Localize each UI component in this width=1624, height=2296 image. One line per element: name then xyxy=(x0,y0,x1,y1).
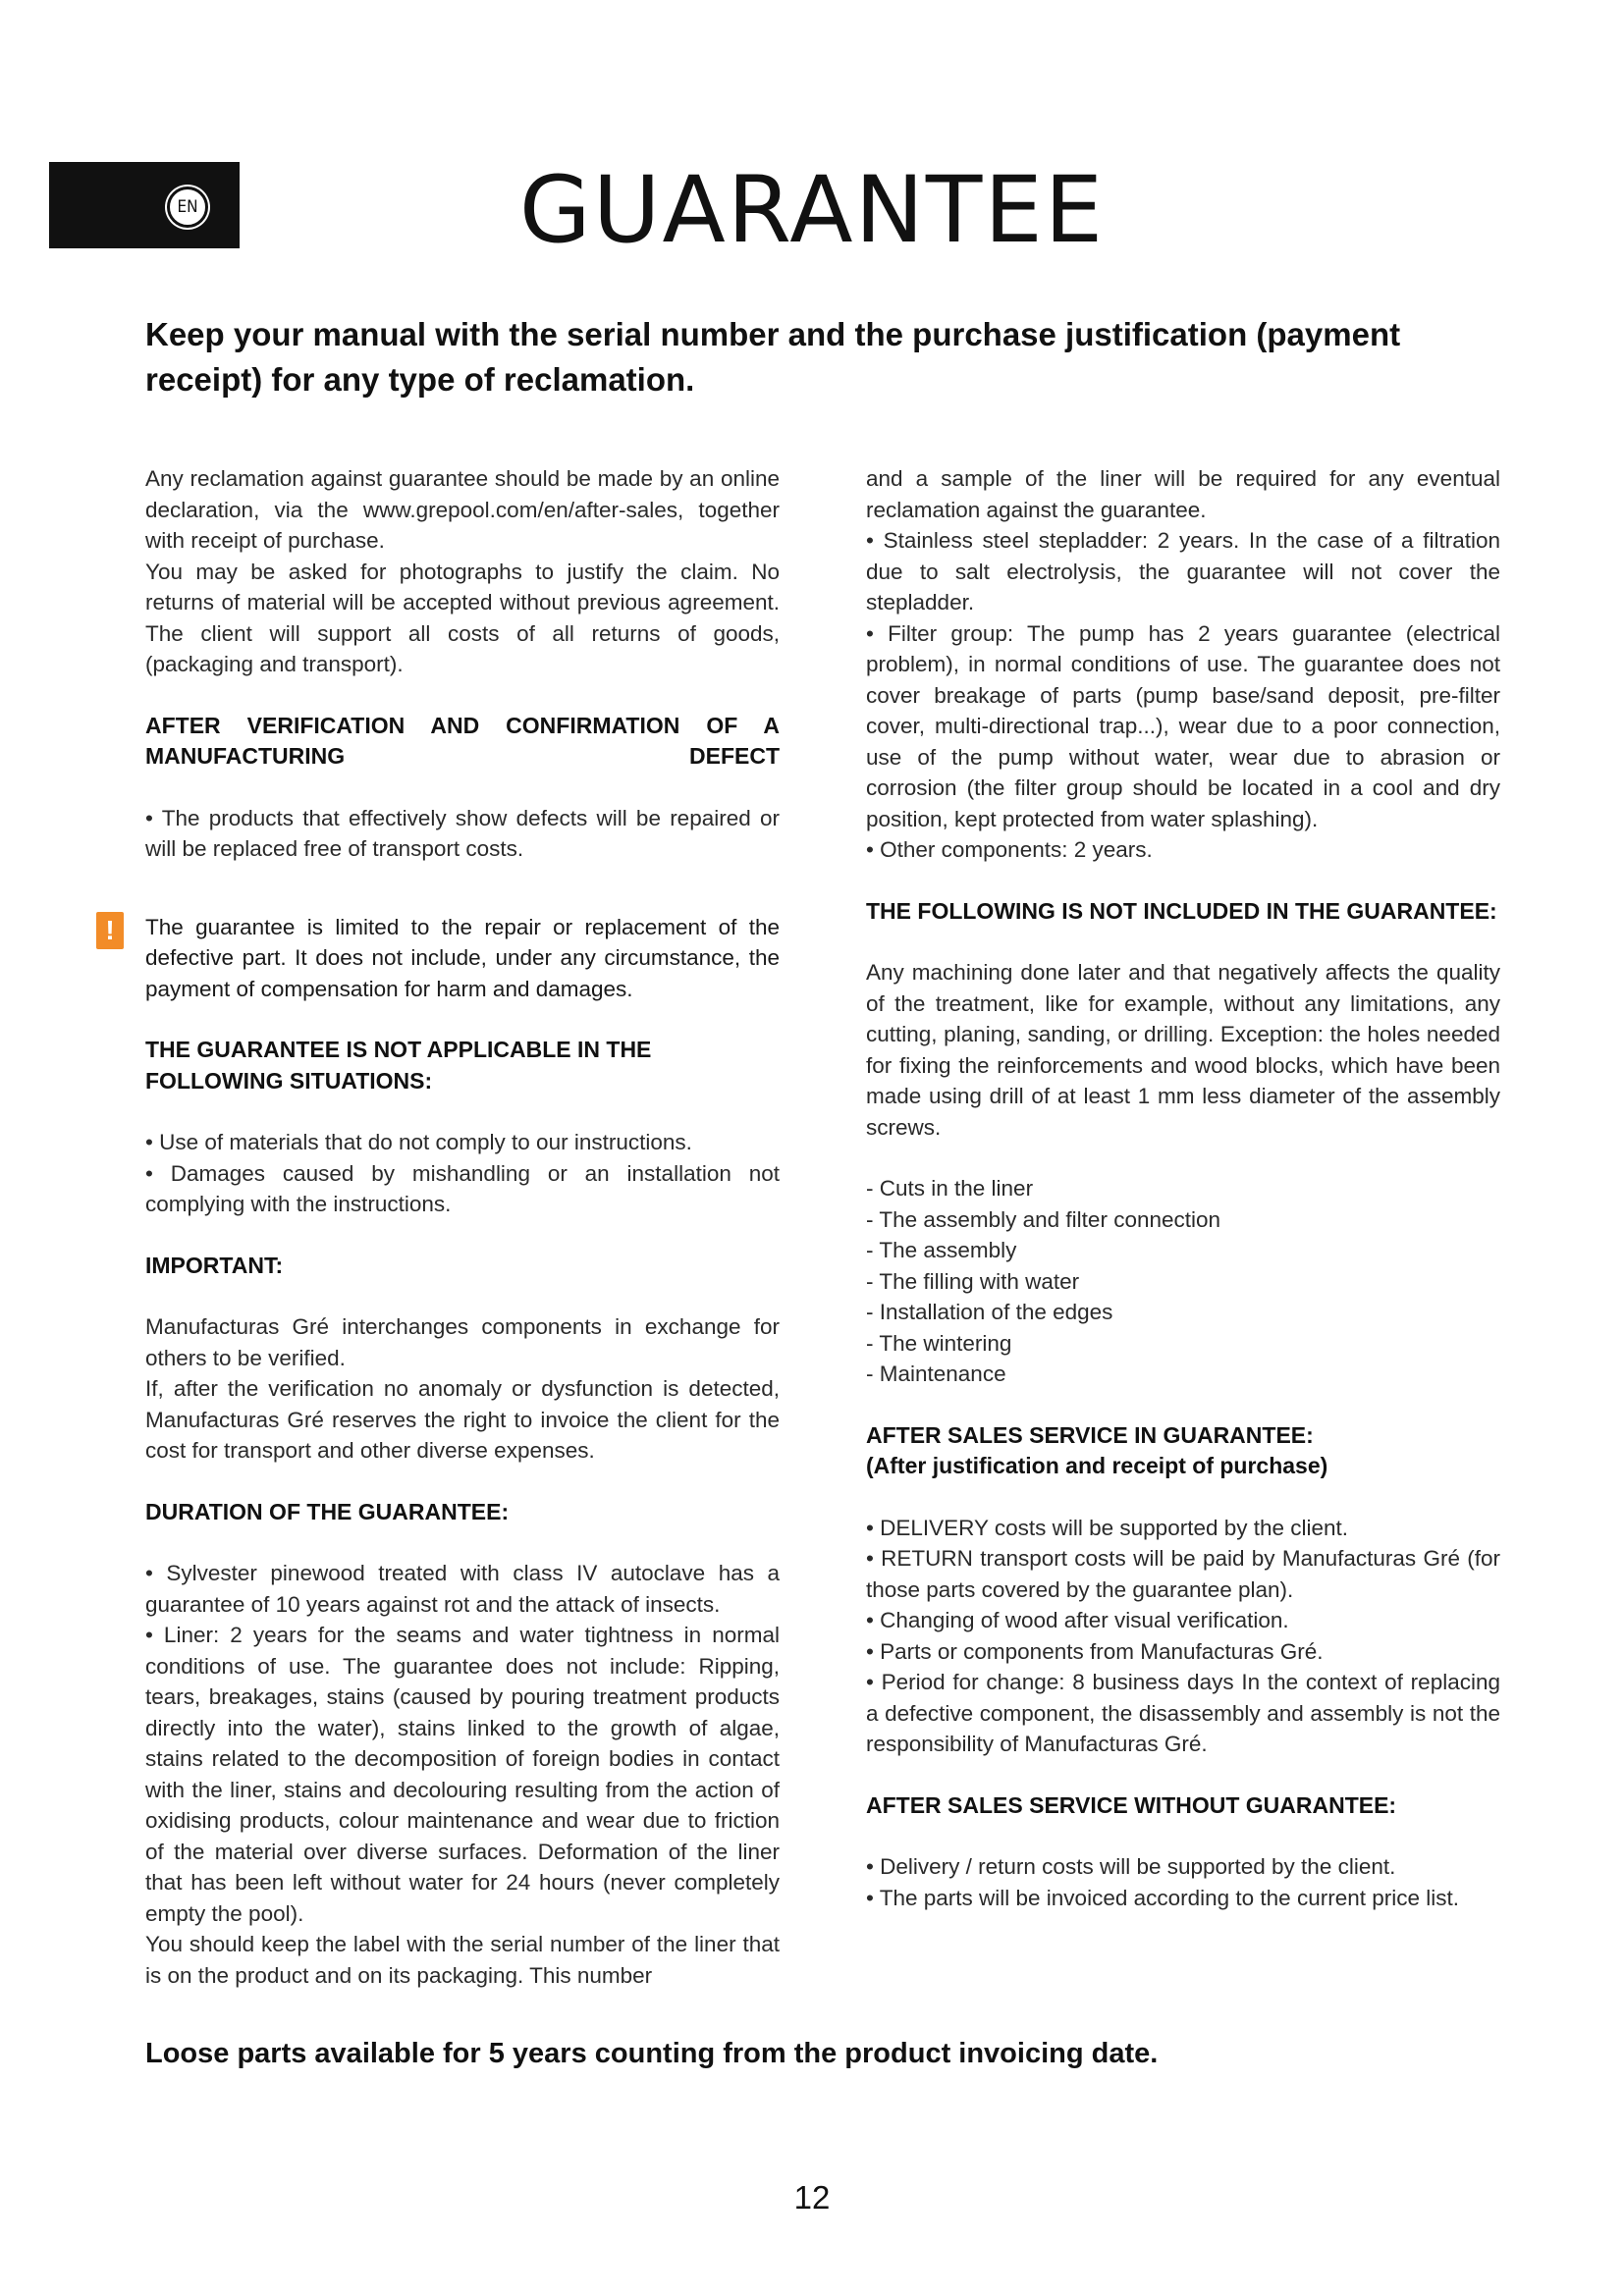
after-sales-item: • DELIVERY costs will be supported by the client. xyxy=(866,1515,1349,1540)
list-item: - Installation of the edges xyxy=(866,1300,1113,1324)
duration-heading: DURATION OF THE GUARANTEE: xyxy=(145,1498,510,1524)
after-sales-heading: AFTER SALES SERVICE IN GUARANTEE: xyxy=(866,1421,1314,1448)
liner-sample-paragraph: and a sample of the liner will be required for any eventual reclamation against the guarantee. xyxy=(866,466,1500,522)
page-title: GUARANTEE xyxy=(518,157,1106,264)
exclamation-warning-icon: ! xyxy=(96,912,124,949)
after-sales-item: • RETURN transport costs will be paid by Manufacturas Gré (for those parts covered by the guarantee plan). xyxy=(866,1546,1500,1602)
not-applicable-heading: THE GUARANTEE IS NOT APPLICABLE IN THE FOLLOWING SITUATIONS: xyxy=(145,1037,652,1094)
right-column xyxy=(866,463,1500,1913)
loose-parts-note: Loose parts available for 5 years counting from the product invoicing date. xyxy=(145,2038,1159,2069)
language-badge-icon: EN xyxy=(167,187,208,228)
duration-paragraph: You should keep the label with the serial number of the liner that is on the product and on its packaging. This number xyxy=(145,1932,780,1988)
left-column xyxy=(105,463,780,1991)
important-paragraph: Manufacturas Gré interchanges components in exchange for others to be verified. xyxy=(145,1314,780,1370)
duration-item: • Liner: 2 years for the seams and water tightness in normal conditions of use. The guarantee does not include: Ripping, tears, breakages, stains (caused by pouring treatment products directly into the water), stains linked to the growth of algae, stains related to the decomposition of foreign bodies in contact with the liner, stains and decolouring resulting from the action of oxidising products, colour maintenance and wear due to friction of the material over diverse surfaces. Deformation of the liner that has been left without water for 24 hours (never completely empty the pool). xyxy=(145,1623,780,1926)
after-sales-item: • Changing of wood after visual verification. xyxy=(866,1608,1289,1632)
intro-statement: Keep your manual with the serial number and the purchase justification (payment receipt) for any type of reclamation. xyxy=(145,316,1401,398)
without-guarantee-item: • Delivery / return costs will be supported by the client. xyxy=(866,1854,1396,1879)
after-sales-item: • Period for change: 8 business days In the context of replacing a defective component, the disassembly and assembly is not the responsibility of Manufacturas Gré. xyxy=(866,1670,1500,1756)
list-item: - The filling with water xyxy=(866,1268,1080,1294)
limited-guarantee-text: The guarantee is limited to the repair or replacement of the defective part. It does not include, under any circumstance, the payment of compensation for harm and damages. xyxy=(145,914,780,1001)
important-paragraph: If, after the verification no anomaly or dysfunction is detected, Manufacturas Gré reserves the right to invoice the client for the cost for transport and other diverse expenses. xyxy=(145,1376,780,1463)
exclusions-list xyxy=(866,1173,1500,1390)
list-item: - The wintering xyxy=(866,1330,1012,1356)
not-applicable-item: • Damages caused by mishandling or an installation not complying with the instructions. xyxy=(145,1160,780,1216)
list-item: - Cuts in the liner xyxy=(866,1176,1034,1201)
list-item: - Maintenance xyxy=(866,1362,1006,1386)
duration-item: • Other components: 2 years. xyxy=(866,837,1153,862)
list-item: - The assembly xyxy=(866,1238,1017,1262)
list-item: - The assembly and filter connection xyxy=(866,1206,1221,1232)
machining-paragraph: Any machining done later and that negatively affects the quality of the treatment, like for example, without any limitations, any cutting, planing, sanding, or drilling. Exception: the holes needed for fixing the reinforcements and wood blocks, which have been made using drill of at least 1 mm less diameter of the assembly screws. xyxy=(866,960,1500,1140)
duration-item: • Filter group: The pump has 2 years guarantee (electrical problem), in normal conditions of use. The guarantee does not cover breakage of parts (pump base/sand deposit, pre-filter cover, multi-directional trap...), wear due to a poor connection, use of the pump without water, wear due to abrasion or corrosion (the filter group should be located in a cool and dry position, kept protected from water splashing). xyxy=(866,620,1500,831)
not-applicable-item: • Use of materials that do not comply to our instructions. xyxy=(145,1130,692,1154)
not-included-heading: THE FOLLOWING IS NOT INCLUDED IN THE GUARANTEE: xyxy=(866,897,1497,924)
verification-paragraph: • The products that effectively show defects will be repaired or will be replaced free of transport costs. xyxy=(145,805,780,861)
limited-guarantee-note xyxy=(105,912,780,1005)
duration-item: • Sylvester pinewood treated with class IV autoclave has a guarantee of 10 years against rot and the attack of insects. xyxy=(145,1561,780,1617)
without-guarantee-item: • The parts will be invoiced according to the current price list. xyxy=(866,1885,1459,1910)
returns-paragraph: You may be asked for photographs to justify the claim. No returns of material will be accepted without previous agreement. The client will support all costs of all returns of goods, (packaging and transport). xyxy=(145,559,780,676)
page-number: 12 xyxy=(793,2179,831,2216)
after-sales-subheading: (After justification and receipt of purchase) xyxy=(866,1453,1328,1478)
reclamation-paragraph: Any reclamation against guarantee should be made by an online declaration, via the www.grepool.com/en/after-sales, together with receipt of purchase. xyxy=(145,466,780,553)
verification-heading: AFTER VERIFICATION AND CONFIRMATION OF A MANUFACTURING DEFECT xyxy=(145,712,780,769)
important-heading: IMPORTANT: xyxy=(145,1252,284,1278)
duration-item: • Stainless steel stepladder: 2 years. In the case of a filtration due to salt electrolysis, the guarantee will not cover the stepladder. xyxy=(866,528,1500,614)
after-sales-item: • Parts or components from Manufacturas Gré. xyxy=(866,1638,1324,1664)
without-guarantee-heading: AFTER SALES SERVICE WITHOUT GUARANTEE: xyxy=(866,1791,1397,1818)
